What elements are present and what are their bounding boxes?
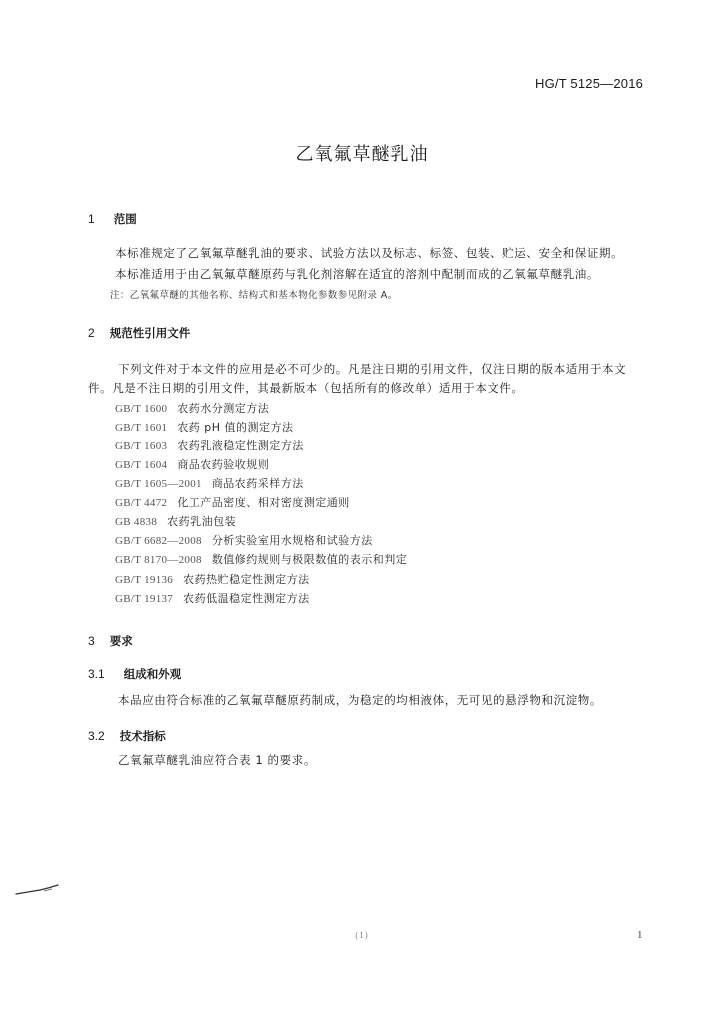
subsection-title: 组成和外观: [123, 667, 182, 681]
subsection-3-2-text: 乙氧氟草醚乳油应符合表 1 的要求。: [118, 753, 316, 767]
reference-title: 农药热贮稳定性测定方法: [183, 573, 310, 586]
section-number: 3: [88, 634, 95, 648]
reference-code: GB/T 6682—2008: [115, 535, 202, 547]
reference-item: [115, 532, 373, 548]
reference-item: [115, 494, 350, 510]
reference-title: 农药乳油包装: [167, 515, 237, 528]
reference-item: [115, 400, 269, 416]
reference-code: GB/T 1601: [115, 422, 168, 434]
section-1-note: 注：乙氧氟草醚的其他名称、结构式和基本物化参数参见附录 A。: [110, 290, 398, 301]
subsection-number: 3.2: [88, 729, 105, 743]
reference-title: 农药乳液稳定性测定方法: [177, 439, 304, 452]
page-number: 1: [637, 929, 643, 941]
subsection-3-1-heading: [88, 663, 181, 682]
reference-item: [115, 475, 304, 491]
section-1-heading: [88, 208, 137, 227]
reference-item: [115, 551, 407, 567]
reference-title: 分析实验室用水规格和试验方法: [211, 534, 373, 547]
reference-code: GB/T 1600: [115, 403, 168, 415]
section-number: 1: [88, 212, 95, 226]
reference-title: 农药 pH 值的测定方法: [177, 421, 294, 434]
reference-code: GB/T 19137: [115, 593, 174, 605]
reference-title: 商品农药采样方法: [211, 477, 304, 490]
pen-mark: [14, 882, 64, 898]
reference-item: [115, 419, 294, 435]
section-3-heading: [88, 630, 133, 649]
reference-title: 农药水分测定方法: [177, 402, 270, 415]
section-number: 2: [88, 326, 95, 340]
subsection-3-1-text: 本品应由符合标准的乙氧氟草醚原药制成，为稳定的均相液体，无可见的悬浮物和沉淀物。: [118, 693, 602, 707]
section-2-paragraph-line-2: 件。凡是不注日期的引用文件，其最新版本（包括所有的修改单）适用于本文件。: [88, 381, 524, 395]
section-title: 要求: [109, 634, 133, 648]
subsection-number: 3.1: [88, 667, 105, 681]
reference-item: [115, 437, 304, 453]
reference-item: [115, 513, 236, 529]
section-title: 范围: [113, 212, 137, 226]
section-2-heading: [88, 322, 190, 341]
section-2-paragraph-line-1: 下列文件对于本文件的应用是必不可少的。凡是注日期的引用文件，仅注日期的版本适用于本文: [118, 362, 627, 376]
reference-code: GB/T 8170—2008: [115, 554, 202, 566]
reference-title: 商品农药验收规则: [177, 458, 270, 471]
reference-code: GB/T 1603: [115, 440, 168, 452]
reference-code: GB/T 1604: [115, 459, 168, 471]
reference-code: GB 4838: [115, 516, 158, 528]
reference-title: 化工产品密度、相对密度测定通则: [177, 496, 350, 509]
reference-code: GB/T 4472: [115, 497, 168, 509]
reference-title: 数值修约规则与极限数值的表示和判定: [211, 553, 408, 566]
reference-item: [115, 571, 310, 587]
reference-title: 农药低温稳定性测定方法: [183, 592, 310, 605]
reference-code: GB/T 1605—2001: [115, 478, 202, 490]
footer-center-mark: (1): [355, 930, 369, 940]
document-title: 乙氧氟草醚乳油: [295, 144, 429, 165]
standard-code: HG/T 5125—2016: [535, 76, 644, 91]
subsection-3-2-heading: [88, 725, 166, 744]
section-title: 规范性引用文件: [109, 326, 191, 340]
subsection-title: 技术指标: [119, 729, 166, 743]
reference-item: [115, 590, 310, 606]
reference-item: [115, 456, 269, 472]
reference-code: GB/T 19136: [115, 574, 174, 586]
section-1-paragraph-1: 本标准规定了乙氧氟草醚乳油的要求、试验方法以及标志、标签、包装、贮运、安全和保证期。: [115, 246, 624, 260]
section-1-paragraph-2: 本标准适用于由乙氧氟草醚原药与乳化剂溶解在适宜的溶剂中配制而成的乙氧氟草醚乳油。: [115, 267, 599, 281]
